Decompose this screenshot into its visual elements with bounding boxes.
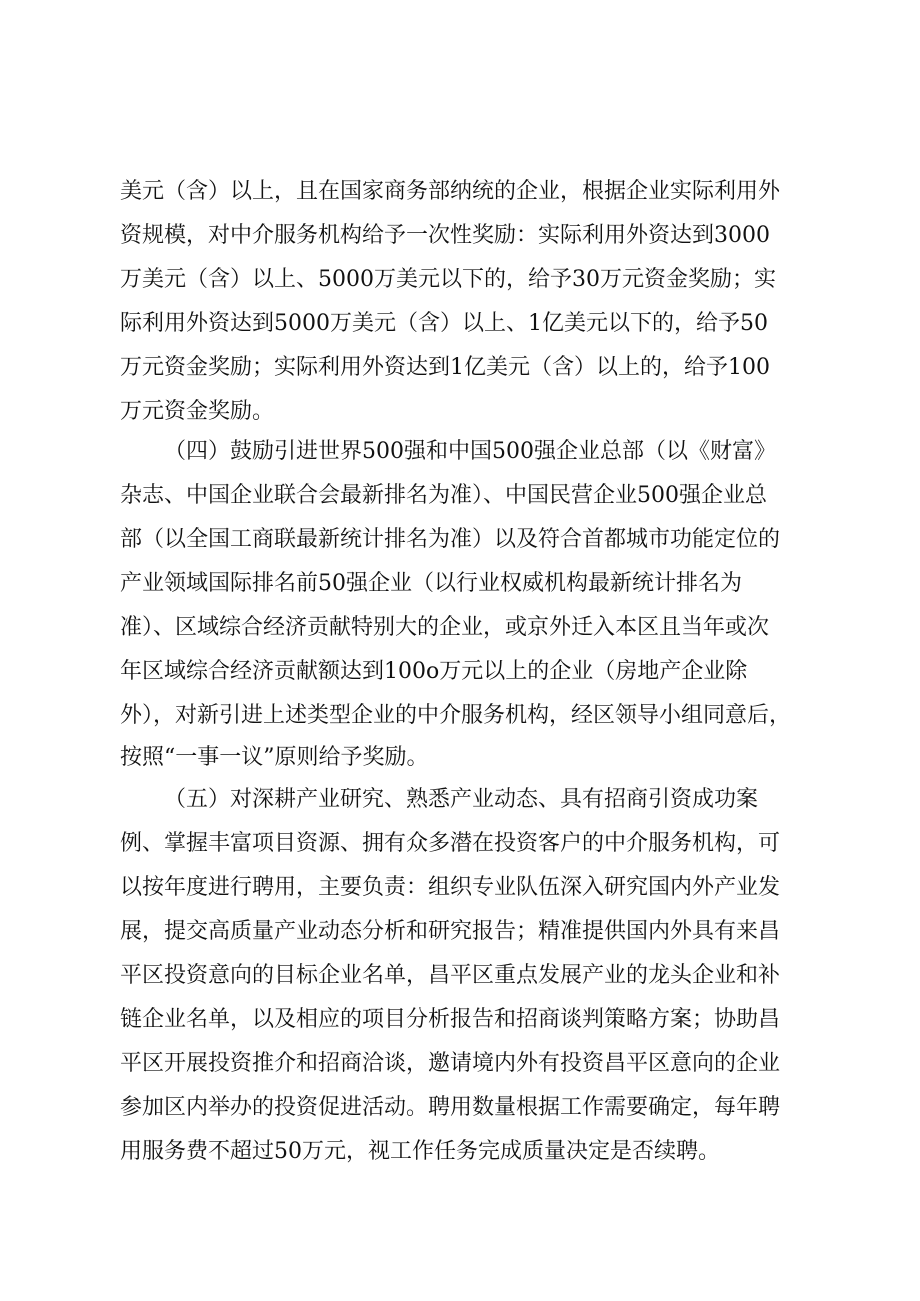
paragraph-3-line: 美元（含）以上，且在国家商务部纳统的企业，根据企业实际利用外	[120, 179, 781, 204]
paragraph-5-line: 例、掌握丰富项目资源、拥有众多潜在投资客户的中介服务机构，可	[120, 831, 781, 856]
paragraph-5-line: 以按年度进行聘用，主要负责：组织专业队伍深入研究国内外产业发	[120, 875, 781, 900]
paragraph-5-line: （五）对深耕产业研究、熟悉产业动态、具有招商引资成功案	[164, 787, 759, 812]
paragraph-3-line: 万美元（含）以上、5000万美元以下的，给予30万元资金奖励；实	[120, 267, 776, 292]
paragraph-5-line: 展，提交高质量产业动态分析和研究报告；精准提供国内外具有来昌	[120, 919, 781, 944]
paragraph-3-line: 万元资金奖励；实际利用外资达到1亿美元（含）以上的，给予100	[120, 355, 770, 380]
paragraph-4-line: 部（以全国工商联最新统计排名为准）以及符合首都城市功能定位的	[120, 527, 781, 552]
paragraph-3-line: 资规模，对中介服务机构给予一次性奖励：实际利用外资达到3000	[120, 223, 770, 248]
paragraph-3-line: 际利用外资达到5000万美元（含）以上、1亿美元以下的，给予50	[120, 311, 768, 336]
paragraph-5-line: 参加区内举办的投资促进活动。聘用数量根据工作需要确定，每年聘	[120, 1095, 781, 1120]
paragraph-3-line: 万元资金奖励。	[120, 399, 275, 424]
paragraph-4-line: 按照“一事一议”原则给予奖励。	[120, 745, 429, 770]
paragraph-5-line: 平区投资意向的目标企业名单，昌平区重点发展产业的龙头企业和补	[120, 963, 781, 988]
paragraph-4-line: 产业领域国际排名前50强企业（以行业权威机构最新统计排名为	[120, 571, 742, 596]
paragraph-4-line: （四）鼓励引进世界500强和中国500强企业总部（以《财富》	[164, 439, 776, 464]
paragraph-4-line: 外），对新引进上述类型企业的中介服务机构，经区领导小组同意后，	[120, 703, 792, 728]
paragraph-5-line: 用服务费不超过50万元，视工作任务完成质量决定是否续聘。	[120, 1139, 720, 1164]
paragraph-5-line: 平区开展投资推介和招商洽谈，邀请境内外有投资昌平区意向的企业	[120, 1051, 781, 1076]
paragraph-5-line: 链企业名单，以及相应的项目分析报告和招商谈判策略方案；协助昌	[120, 1007, 781, 1032]
paragraph-4-line: 准）、区域综合经济贡献特别大的企业，或京外迁入本区且当年或次	[120, 615, 770, 640]
paragraph-4-line: 年区域综合经济贡献额达到100o万元以上的企业（房地产企业除	[120, 659, 748, 684]
paragraph-4-line: 杂志、中国企业联合会最新排名为准）、中国民营企业500强企业总	[120, 483, 767, 508]
